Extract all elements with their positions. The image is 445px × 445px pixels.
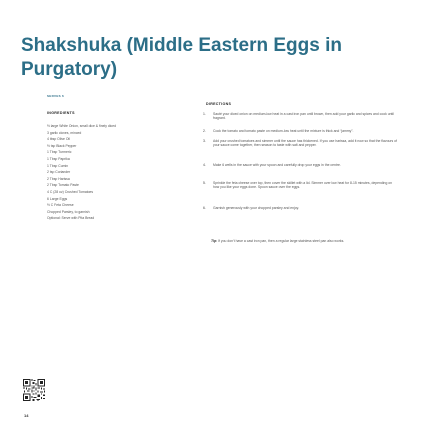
- ingredient-item: 6 Large Eggs: [47, 196, 68, 201]
- ingredient-item: 2 Tbsp Tomato Paste: [47, 183, 79, 188]
- ingredient-item: 1 Tbsp Cumin: [47, 163, 69, 168]
- ingredient-item: 3 garlic cloves, minced: [47, 130, 82, 135]
- qr-code-icon[interactable]: [23, 379, 45, 401]
- directions-heading: DIRECTIONS: [206, 102, 232, 106]
- serves-label: SERVES 6: [47, 94, 65, 98]
- ingredient-item: 2 Tbsp Harissa: [47, 176, 70, 181]
- step-text: Sauté your diced onion on medium-low heat in a cast iron pan until brown, then add your garlic and spices and cook until fragrant.: [213, 112, 394, 121]
- recipe-title: Shakshuka (Middle Eastern Eggs in Purgatory): [21, 35, 342, 80]
- step-text: Garnish generously with your chopped parsley and enjoy.: [213, 206, 300, 210]
- step-number: 3.: [203, 139, 206, 143]
- tip-text: If you don’t have a cast iron pan, then a regular large stainless steel pan also works.: [218, 239, 345, 243]
- ingredients-heading: INGREDIENTS: [47, 111, 75, 115]
- ingredient-item: ½ large White Onion, small dice & finely diced: [47, 124, 116, 128]
- step-text: Cook the tomato and tomato paste on medium-low heat until the mixture is thick and “jammy”.: [213, 129, 354, 133]
- step-number: 2.: [203, 129, 206, 133]
- ingredient-item: ½ tsp Black Pepper: [47, 143, 77, 148]
- page-number: 14: [24, 413, 29, 418]
- step-number: 1.: [203, 112, 206, 116]
- ingredient-item: ½ C Feta Cheese: [47, 203, 74, 208]
- ingredient-item: 1 Tbsp Paprika: [47, 156, 70, 161]
- ingredient-item: 1 Tbsp Turmeric: [47, 150, 72, 155]
- ingredient-item: Chopped Parsley, to garnish: [47, 209, 90, 214]
- ingredient-item: Optional: Serve with Pita Bread: [47, 216, 95, 221]
- step-text: Add your crushed tomatoes and simmer until the sauce has thickened. If you use harissa, add it now so that the flavours of your sauce come together, then season to taste with salt and pepper.: [213, 139, 397, 148]
- ingredient-item: 2 tsp Coriander: [47, 170, 71, 175]
- tip-label: Tip:: [211, 239, 218, 243]
- step-number: 5.: [203, 181, 206, 185]
- ingredients-list: [47, 124, 157, 223]
- step-text: Make 6 wells in the sauce with your spoon and carefully drop your eggs in the centre.: [213, 163, 341, 167]
- step-text: Sprinkle the feta cheese over top, then cover the skillet with a lid. Simmer over low heat for 8-15 minutes, depending on how you like your eggs done. Spoon sauce over the eggs.: [213, 181, 393, 190]
- step-number: 4.: [203, 163, 206, 167]
- step-number: 6.: [203, 206, 206, 210]
- ingredient-item: 4 tbsp Olive Oil: [47, 137, 70, 142]
- ingredient-item: 4 C (28 oz) Crushed Tomatoes: [47, 189, 94, 194]
- tip-note: [211, 239, 389, 243]
